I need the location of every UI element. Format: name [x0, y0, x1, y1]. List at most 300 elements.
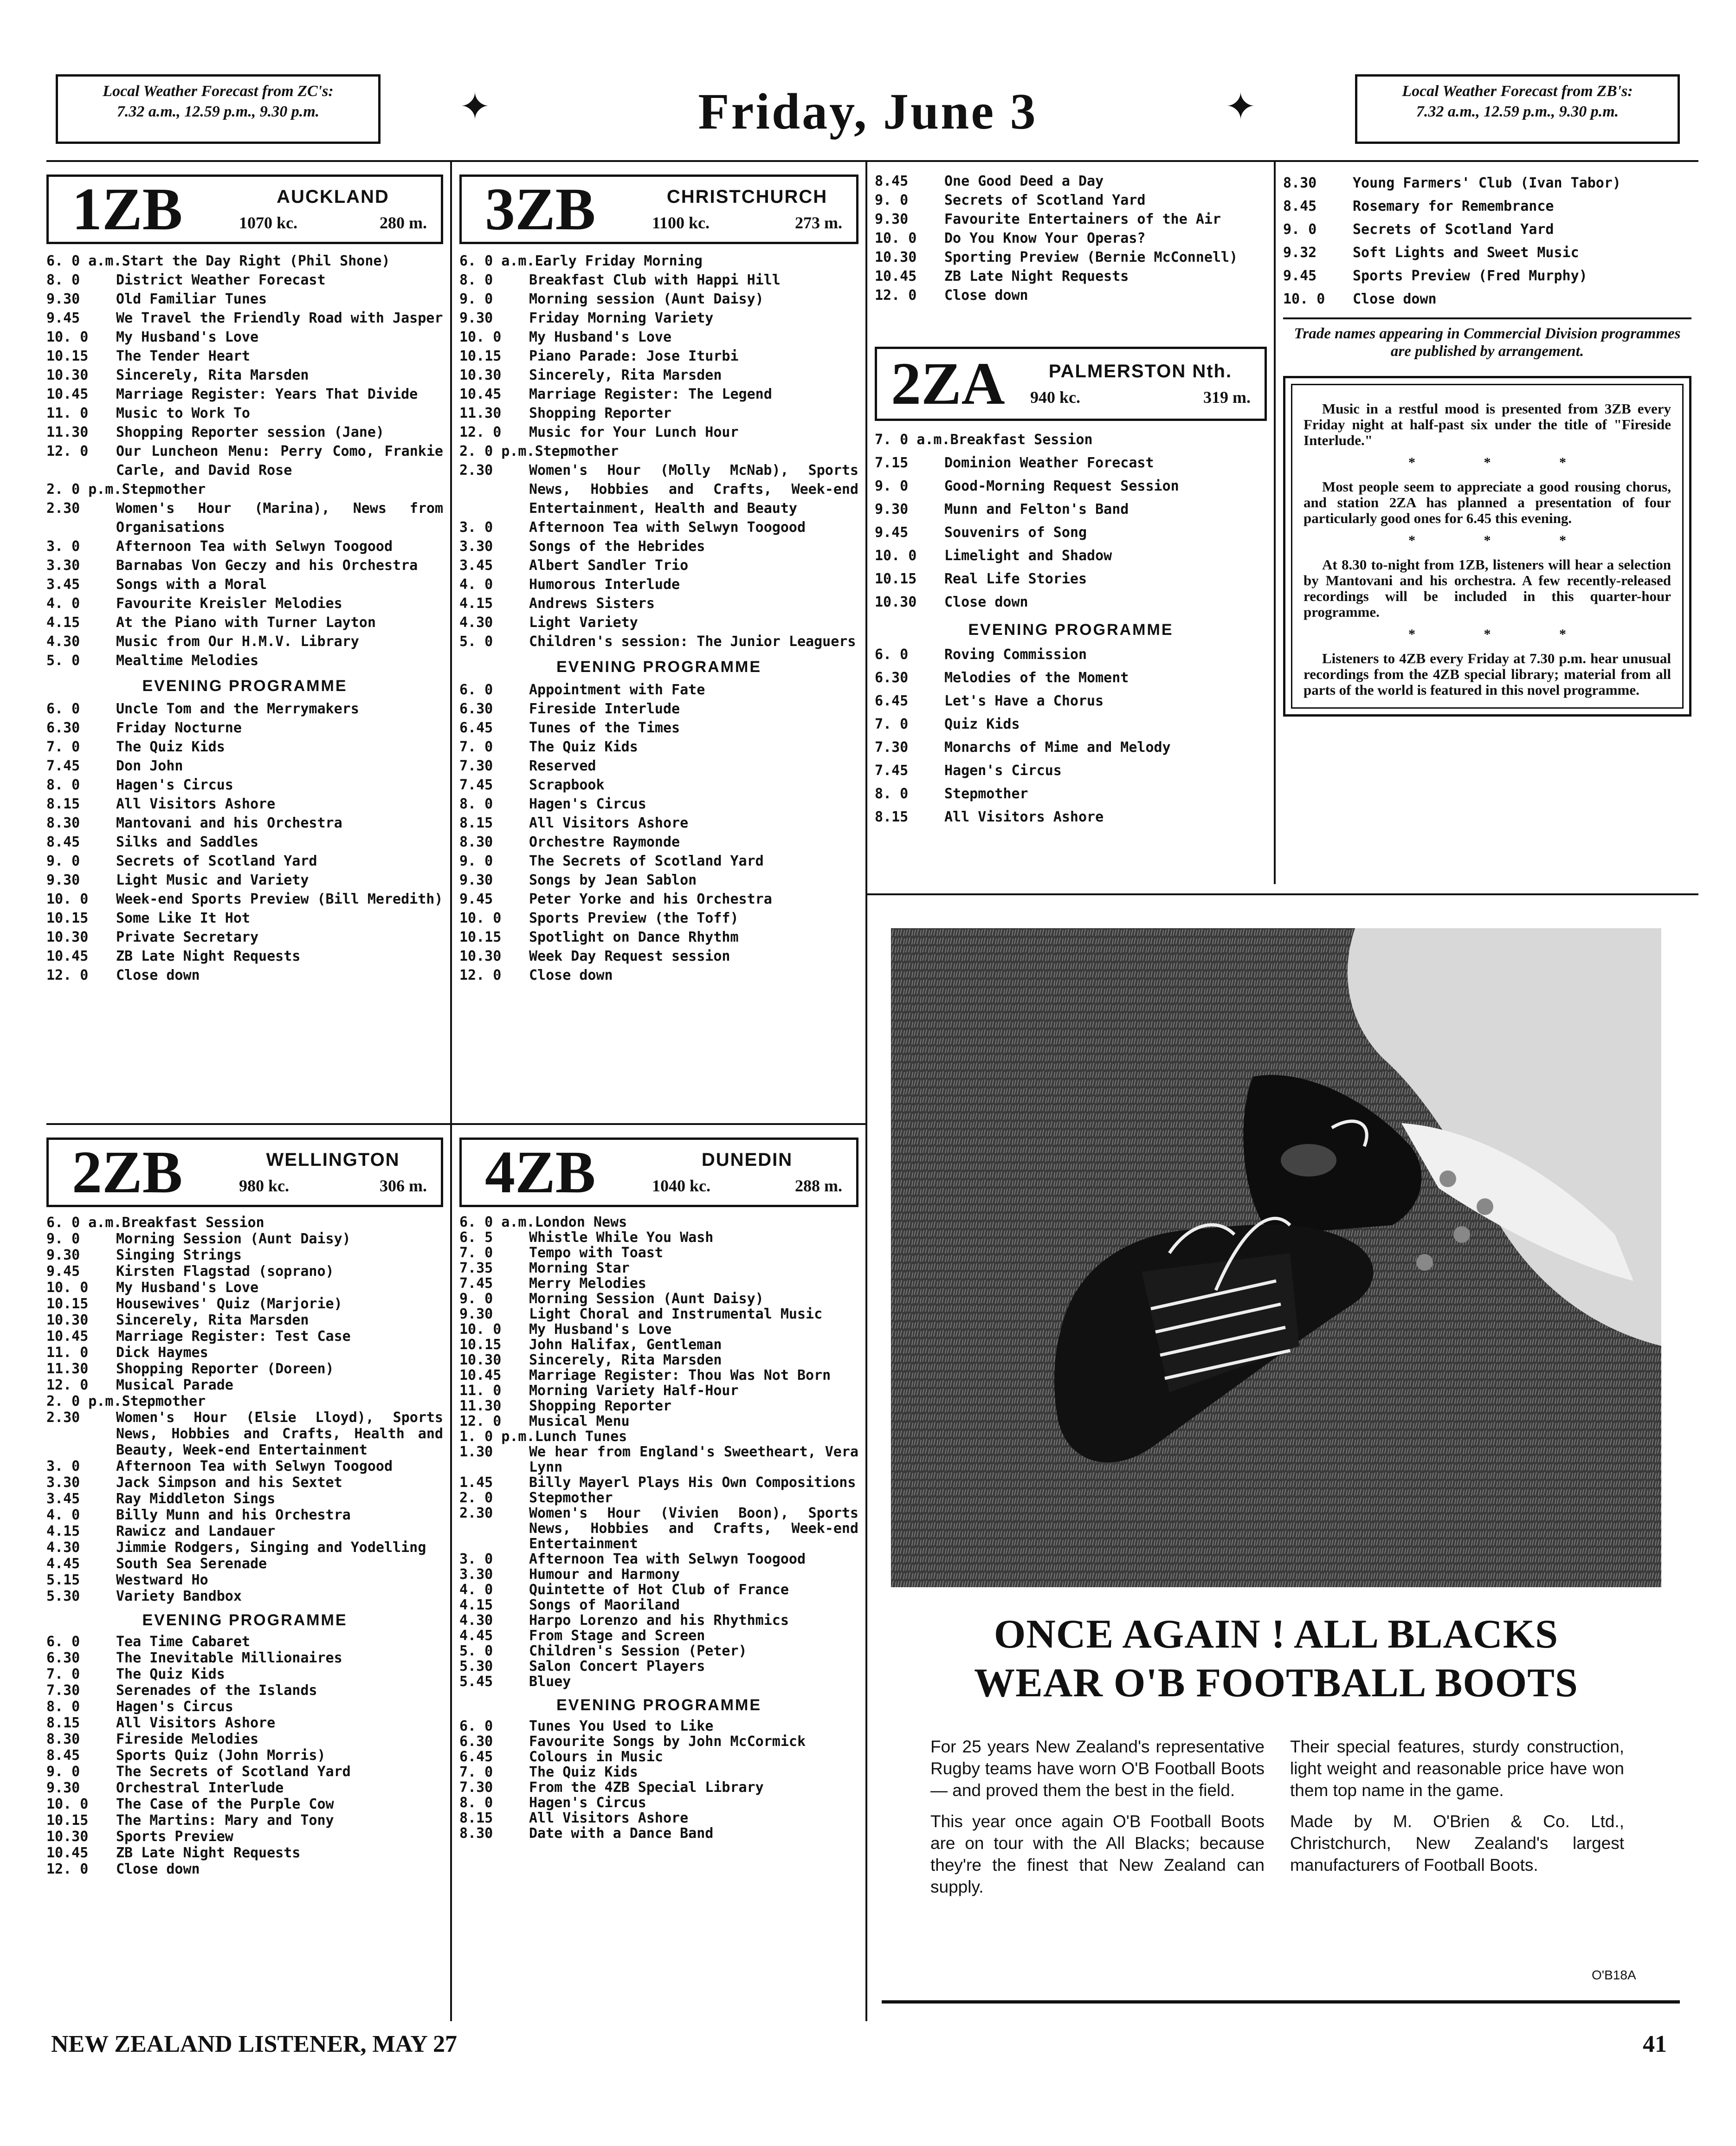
- programme-title: My Husband's Love: [529, 329, 672, 345]
- programme-time: 6. 0: [46, 701, 80, 717]
- programme-row: [459, 1780, 858, 1795]
- station-3zb: [459, 172, 858, 985]
- programme-title: Date with a Dance Band: [529, 1825, 714, 1842]
- programme-row: [459, 1826, 858, 1841]
- programme-title: The Case of the Purple Cow: [116, 1796, 334, 1812]
- programme-row: [46, 890, 443, 909]
- programme-title: Humorous Interlude: [529, 576, 680, 593]
- programme-row: [875, 498, 1267, 521]
- programme-title: We hear from England's Sweetheart, Vera Lynn: [529, 1444, 858, 1475]
- programme-title: Billy Munn and his Orchestra: [116, 1507, 351, 1523]
- programme-title: Dick Haymes: [116, 1344, 208, 1361]
- programme-time: 3.30: [459, 1566, 493, 1583]
- programme-title: Women's Hour (Molly McNab), Sports News, Hobbies and Crafts, Week-end Entertainment, Health and Beauty: [529, 462, 858, 517]
- programme-title: Colours in Music: [529, 1749, 663, 1765]
- programme-time: 7.30: [875, 739, 909, 756]
- ad-code: O'B18A: [1592, 1968, 1636, 1982]
- programme-time: 8.30: [459, 834, 493, 850]
- programme-title: Sincerely, Rita Marsden: [529, 367, 722, 383]
- programme-time: 2.30: [46, 1409, 80, 1426]
- stars-divider: * * *: [1408, 627, 1599, 642]
- programme-time: 7. 0: [46, 1666, 80, 1682]
- programme-row: [46, 1829, 443, 1845]
- programme-title: Peter Yorke and his Orchestra: [529, 891, 772, 907]
- programme-row: [46, 309, 443, 328]
- programme-title: Afternoon Tea with Selwyn Toogood: [116, 1458, 393, 1474]
- programme-title: Morning Session (Aunt Daisy): [529, 1291, 764, 1307]
- programme-time: 9. 0: [46, 1231, 80, 1247]
- programme-time: 10.30: [46, 367, 89, 383]
- programme-title: Jimmie Rodgers, Singing and Yodelling: [116, 1539, 426, 1556]
- programme-time: 7. 0: [459, 1245, 493, 1261]
- programme-row: [459, 252, 858, 271]
- programme-time: 7. 0: [875, 716, 909, 732]
- programme-title: Light Choral and Instrumental Music: [529, 1306, 823, 1322]
- programme-row: [875, 782, 1267, 806]
- programme-time: 4.15: [46, 614, 80, 631]
- programme-row: [46, 1344, 443, 1361]
- wavelength-m: 273 m.: [795, 213, 842, 232]
- programme-title: Uncle Tom and the Merrymakers: [116, 701, 359, 717]
- programme-row: [875, 690, 1267, 713]
- ad-paragraph: For 25 years New Zealand's representative Rugby teams have worn O'B Football Boots — and proved them the best in the field.: [930, 1737, 1265, 1800]
- programme-row: [459, 1567, 858, 1582]
- programme-row: [46, 423, 443, 442]
- programme-row: [1283, 265, 1691, 288]
- stars-divider: * * *: [1408, 533, 1599, 548]
- column-4: [1283, 172, 1691, 717]
- programme-title: Close down: [116, 1861, 200, 1877]
- programme-row: [46, 1796, 443, 1812]
- programme-time: 2.30: [459, 462, 493, 478]
- programme-title: Rawicz and Landauer: [116, 1523, 276, 1539]
- mid-rule-right: [865, 893, 1698, 895]
- programme-row: [459, 575, 858, 594]
- programme-row: [459, 328, 858, 347]
- ad-headline-1: ONCE AGAIN ! ALL BLACKS: [994, 1612, 1559, 1657]
- weather-right-label: Local Weather Forecast from ZB's:: [1402, 83, 1633, 100]
- programme-title: Week Day Request session: [529, 948, 730, 964]
- programme-time: 4.30: [459, 1612, 493, 1629]
- programme-row: [875, 568, 1267, 591]
- programme-title: Stepmother: [529, 1490, 613, 1506]
- programme-time: 3. 0: [459, 519, 493, 536]
- programme-row: [459, 518, 858, 537]
- programme-row: [459, 1582, 858, 1597]
- programme-time: 3.30: [46, 557, 80, 574]
- programme-row: [46, 1747, 443, 1764]
- programme-row: [46, 556, 443, 575]
- programme-row: [46, 1474, 443, 1491]
- day-list: [46, 1215, 443, 1604]
- wavelength-m: 319 m.: [1203, 388, 1251, 407]
- programme-row: [459, 871, 858, 890]
- programme-time: 3.45: [46, 1491, 80, 1507]
- programme-time: 10.15: [46, 348, 89, 364]
- programme-title: Music for Your Lunch Hour: [529, 424, 739, 440]
- programme-time: 8. 0: [875, 786, 909, 802]
- programme-title: London News: [535, 1214, 627, 1230]
- programme-time: 6. 0 a.m.: [459, 253, 535, 269]
- programme-title: Secrets of Scotland Yard: [116, 853, 317, 869]
- programme-row: [46, 651, 443, 670]
- programme-row: [459, 613, 858, 632]
- programme-time: 10.15: [875, 571, 917, 587]
- programme-row: [459, 1276, 858, 1291]
- programme-row: [46, 1682, 443, 1699]
- programme-row: [46, 1458, 443, 1474]
- programme-row: [459, 461, 858, 518]
- programme-time: 8.15: [875, 809, 909, 825]
- programme-row: [46, 1699, 443, 1715]
- programme-row: [46, 1523, 443, 1539]
- programme-title: Bluey: [529, 1674, 571, 1690]
- programme-title: Light Music and Variety: [116, 872, 309, 888]
- frequency-kc: 1070 kc.: [239, 213, 297, 232]
- programme-time: 8. 0: [46, 272, 80, 288]
- programme-time: 8.45: [46, 1747, 80, 1764]
- programme-time: 9.30: [875, 211, 909, 227]
- ad-headline-2: WEAR O'B FOOTBALL BOOTS: [974, 1661, 1578, 1706]
- call-sign: 2ZA: [891, 350, 1005, 417]
- programme-row: [46, 1861, 443, 1877]
- programme-title: Songs with a Moral: [116, 576, 267, 593]
- programme-title: Limelight and Shadow: [944, 548, 1112, 564]
- programme-row: [459, 290, 858, 309]
- programme-row: [875, 428, 1267, 452]
- programme-row: [1283, 288, 1691, 311]
- programme-row: [459, 1414, 858, 1429]
- frequency-kc: 980 kc.: [239, 1176, 289, 1195]
- programme-time: 6.30: [46, 720, 80, 736]
- programme-time: 10. 0: [875, 230, 917, 246]
- programme-row: [46, 271, 443, 290]
- programme-time: 9.30: [46, 1247, 80, 1263]
- programme-time: 5.30: [46, 1588, 80, 1604]
- programme-row: [459, 1230, 858, 1245]
- day-list: [46, 252, 443, 670]
- programme-row: [875, 736, 1267, 759]
- programme-time: 8.15: [459, 1810, 493, 1826]
- programme-time: 6. 0: [459, 1718, 493, 1734]
- programme-title: Marriage Register: The Legend: [529, 386, 772, 402]
- programme-title: Sports Preview (Fred Murphy): [1353, 268, 1588, 284]
- programme-row: [46, 814, 443, 833]
- call-sign: 2ZB: [72, 1139, 183, 1206]
- programme-time: 7.45: [459, 1275, 493, 1292]
- programme-row: [46, 404, 443, 423]
- programme-time: 10.30: [459, 1352, 502, 1368]
- programme-time: 9.30: [875, 501, 909, 517]
- programme-title: Shopping Reporter (Doreen): [116, 1361, 334, 1377]
- programme-title: Morning session (Aunt Daisy): [529, 291, 764, 307]
- station-header-2za: [875, 347, 1267, 421]
- programme-title: Ray Middleton Sings: [116, 1491, 276, 1507]
- programme-row: [459, 1810, 858, 1826]
- programme-time: 7.30: [46, 1682, 80, 1699]
- programme-time: 10.30: [46, 1312, 89, 1328]
- programme-row: [459, 594, 858, 613]
- programme-row: [459, 1291, 858, 1306]
- programme-title: Reserved: [529, 758, 596, 774]
- programme-row: [46, 1715, 443, 1731]
- programme-row: [459, 909, 858, 928]
- programme-time: 7.30: [459, 758, 493, 774]
- programme-title: Favourite Kreisler Melodies: [116, 595, 342, 612]
- programme-title: Women's Hour (Marina), News from Organisations: [116, 500, 443, 536]
- programme-title: ZB Late Night Requests: [116, 948, 301, 964]
- programme-time: 10. 0: [46, 329, 89, 345]
- programme-title: ZB Late Night Requests: [116, 1845, 301, 1861]
- programme-row: [459, 271, 858, 290]
- programme-time: 7. 0 a.m.: [875, 432, 950, 448]
- programme-time: 8. 0: [459, 272, 493, 288]
- programme-row: [46, 1731, 443, 1747]
- programme-title: Monarchs of Mime and Melody: [944, 739, 1171, 756]
- programme-title: Tea Time Cabaret: [116, 1634, 250, 1650]
- programme-title: Fireside Interlude: [529, 701, 680, 717]
- frequency-kc: 1040 kc.: [652, 1176, 710, 1195]
- programme-title: Children's Session (Peter): [529, 1643, 747, 1659]
- programme-time: 9. 0: [459, 291, 493, 307]
- programme-time: 10. 0: [459, 1321, 502, 1338]
- programme-title: Close down: [529, 967, 613, 983]
- programme-title: We Travel the Friendly Road with Jasper: [116, 310, 443, 326]
- evening-list: [875, 643, 1267, 829]
- programme-time: 9.32: [1283, 245, 1317, 261]
- programme-title: Shopping Reporter: [529, 405, 672, 421]
- programme-title: Melodies of the Moment: [944, 670, 1129, 686]
- programme-title: Songs of Maoriland: [529, 1597, 680, 1613]
- programme-row: [46, 1247, 443, 1263]
- programme-time: 10.30: [46, 1829, 89, 1845]
- programme-time: 10.15: [459, 1337, 502, 1353]
- programme-row: [46, 575, 443, 594]
- programme-time: 5.30: [459, 1658, 493, 1674]
- programme-title: Light Variety: [529, 614, 638, 631]
- programme-row: [459, 680, 858, 699]
- programme-time: 6. 0 a.m.: [46, 253, 122, 269]
- programme-title: At the Piano with Turner Layton: [116, 614, 376, 631]
- programme-title: Scrapbook: [529, 777, 605, 793]
- programme-time: 6.45: [875, 693, 909, 709]
- page-number: 41: [1643, 2031, 1667, 2057]
- programme-row: [46, 1312, 443, 1328]
- ad-paragraph: Their special features, sturdy construction, light weight and reasonable price have won them top name in the game.: [1290, 1737, 1624, 1800]
- programme-row: [459, 1643, 858, 1659]
- programme-time: 2.30: [46, 500, 80, 517]
- programme-title: All Visitors Ashore: [529, 1810, 689, 1826]
- programme-time: 9. 0: [875, 478, 909, 494]
- programme-title: Women's Hour (Elsie Lloyd), Sports News, Hobbies and Crafts, Health and Beauty, Week-end Entertainment: [116, 1409, 443, 1458]
- programme-row: [875, 210, 1267, 229]
- ad-paragraph: Made by M. O'Brien & Co. Ltd., Christchurch, New Zealand's largest manufacturers of Football Boots.: [1290, 1812, 1624, 1875]
- programme-row: [46, 366, 443, 385]
- programme-title: Private Secretary: [116, 929, 259, 945]
- programme-row: [459, 423, 858, 442]
- programme-time: 8.15: [46, 1715, 80, 1731]
- programme-row: [46, 852, 443, 871]
- column-rule-2: [865, 160, 867, 2021]
- programme-title: Hagen's Circus: [944, 763, 1062, 779]
- programme-time: 3.45: [459, 557, 493, 574]
- programme-row: [459, 442, 858, 461]
- programme-row: [875, 806, 1267, 829]
- programme-time: 10. 0: [459, 910, 502, 926]
- programme-row: [46, 1588, 443, 1604]
- programme-title: Marriage Register: Test Case: [116, 1328, 351, 1344]
- programme-time: 8. 0: [46, 1699, 80, 1715]
- programme-row: [875, 248, 1267, 267]
- programme-title: The Secrets of Scotland Yard: [529, 853, 764, 869]
- frequency-kc: 940 kc.: [1030, 388, 1080, 407]
- info-box: [1283, 376, 1691, 717]
- programme-row: [46, 1780, 443, 1796]
- programme-time: 9.45: [1283, 268, 1317, 284]
- programme-title: Humour and Harmony: [529, 1566, 680, 1583]
- programme-title: Women's Hour (Vivien Boon), Sports News, Hobbies and Crafts, Week-end Entertainment: [529, 1505, 858, 1552]
- diamond-icon: ✦: [1225, 85, 1257, 128]
- programme-time: 10.45: [46, 1328, 89, 1344]
- programme-title: Hagen's Circus: [529, 1795, 646, 1811]
- programme-row: [46, 776, 443, 795]
- evening-list: [46, 1634, 443, 1877]
- programme-row: [46, 699, 443, 718]
- city: PALMERSTON Nth.: [1048, 361, 1233, 381]
- programme-time: 8. 0: [459, 1795, 493, 1811]
- programme-time: 6.30: [459, 701, 493, 717]
- programme-time: 8.30: [46, 1731, 80, 1747]
- mid-rule-left: [46, 1123, 865, 1125]
- programme-title: Breakfast Club with Happi Hill: [529, 272, 781, 288]
- programme-row: [46, 795, 443, 814]
- programme-time: 8.30: [459, 1825, 493, 1842]
- programme-title: Early Friday Morning: [535, 253, 703, 269]
- 3zb-continued-list: [1283, 172, 1691, 311]
- programme-time: 4.45: [46, 1556, 80, 1572]
- programme-row: [459, 1597, 858, 1613]
- programme-time: 8.45: [1283, 198, 1317, 214]
- programme-title: Albert Sandler Trio: [529, 557, 689, 574]
- programme-row: [46, 442, 443, 480]
- programme-row: [459, 1765, 858, 1780]
- evening-list: [46, 699, 443, 985]
- programme-row: [46, 1263, 443, 1280]
- programme-title: Songs by Jean Sablon: [529, 872, 697, 888]
- programme-time: 10. 0: [46, 1280, 89, 1296]
- programme-row: [459, 947, 858, 966]
- programme-row: [459, 347, 858, 366]
- programme-title: Quintette of Hot Club of France: [529, 1582, 789, 1598]
- programme-time: 9.30: [459, 1306, 493, 1322]
- programme-row: [459, 1368, 858, 1383]
- ad-column-left: [930, 1736, 1265, 1898]
- programme-title: Week-end Sports Preview (Bill Meredith): [116, 891, 443, 907]
- programme-row: [46, 1231, 443, 1247]
- programme-row: [459, 795, 858, 814]
- station-header-4zb: [459, 1138, 858, 1207]
- station-header-2zb: [46, 1138, 443, 1207]
- programme-time: 7. 0: [46, 739, 80, 755]
- programme-title: Orchestre Raymonde: [529, 834, 680, 850]
- programme-title: All Visitors Ashore: [529, 815, 689, 831]
- programme-row: [46, 632, 443, 651]
- programme-title: Secrets of Scotland Yard: [944, 192, 1146, 208]
- programme-row: [459, 632, 858, 651]
- programme-time: 6. 0 a.m.: [46, 1215, 122, 1231]
- programme-time: 2. 0: [459, 1490, 493, 1506]
- programme-time: 6. 0: [459, 682, 493, 698]
- column-rule-3: [1274, 160, 1276, 884]
- programme-time: 8.30: [46, 815, 80, 831]
- programme-row: [1283, 218, 1691, 241]
- programme-row: [875, 521, 1267, 544]
- programme-time: 10. 0: [1283, 291, 1325, 307]
- programme-title: Harpo Lorenzo and his Rhythmics: [529, 1612, 789, 1629]
- programme-time: 4. 0: [459, 1582, 493, 1598]
- station-header-3zb: [459, 175, 858, 244]
- programme-time: 9. 0: [46, 1764, 80, 1780]
- programme-time: 10. 0: [875, 548, 917, 564]
- programme-title: From Stage and Screen: [529, 1628, 705, 1644]
- programme-title: One Good Deed a Day: [944, 173, 1104, 189]
- programme-row: [46, 909, 443, 928]
- programme-time: 7.15: [875, 455, 909, 471]
- programme-title: Musical Menu: [529, 1413, 630, 1429]
- programme-row: [46, 1361, 443, 1377]
- programme-row: [875, 591, 1267, 614]
- weather-box-right: [1355, 74, 1680, 144]
- programme-time: 10. 0: [46, 1796, 89, 1812]
- programme-time: 9.45: [46, 310, 80, 326]
- programme-row: [875, 286, 1267, 305]
- programme-title: Variety Bandbox: [116, 1588, 242, 1604]
- programme-title: Do You Know Your Operas?: [944, 230, 1146, 246]
- programme-row: [875, 759, 1267, 782]
- programme-time: 8. 0: [459, 796, 493, 812]
- programme-time: 9.30: [459, 310, 493, 326]
- programme-time: 8.15: [459, 815, 493, 831]
- programme-row: [46, 1539, 443, 1556]
- programme-row: [459, 1475, 858, 1490]
- programme-time: 2. 0 p.m.: [459, 443, 535, 459]
- publication-footer: NEW ZEALAND LISTENER, MAY 27: [51, 2031, 458, 2057]
- programme-title: Don John: [116, 758, 183, 774]
- programme-time: 9.30: [46, 1780, 80, 1796]
- programme-row: [459, 1734, 858, 1749]
- programme-title: Stepmother: [122, 481, 206, 498]
- programme-title: ZB Late Night Requests: [944, 268, 1129, 284]
- programme-time: 11.30: [459, 1398, 502, 1414]
- programme-title: Piano Parade: Jose Iturbi: [529, 348, 739, 364]
- programme-title: Spotlight on Dance Rhythm: [529, 929, 739, 945]
- evening-heading: EVENING PROGRAMME: [556, 1696, 762, 1714]
- programme-row: [46, 290, 443, 309]
- programme-title: Rosemary for Remembrance: [1353, 198, 1554, 214]
- programme-row: [46, 1634, 443, 1650]
- programme-row: [46, 1845, 443, 1861]
- programme-time: 10. 0: [459, 329, 502, 345]
- call-sign: 1ZB: [72, 176, 183, 243]
- programme-row: [46, 718, 443, 737]
- programme-time: 9. 0: [46, 853, 80, 869]
- football-boots-photo: [891, 928, 1661, 1587]
- weather-right-times: 7.32 a.m., 12.59 p.m., 9.30 p.m.: [1416, 103, 1619, 120]
- programme-time: 7.45: [875, 763, 909, 779]
- programme-time: 10.30: [875, 594, 917, 610]
- programme-row: [46, 1507, 443, 1523]
- programme-time: 7.35: [459, 1260, 493, 1276]
